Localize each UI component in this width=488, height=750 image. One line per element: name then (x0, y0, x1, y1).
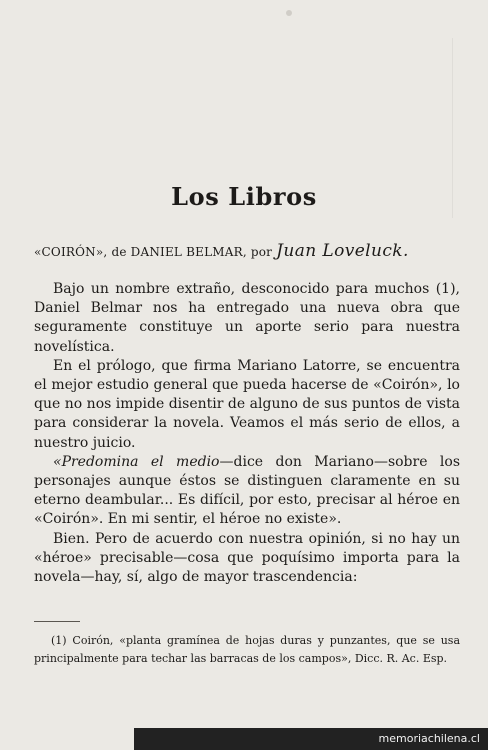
paragraph-1: Bajo un nombre extraño, desconocido para muchos (1), Daniel Belmar nos ha entregado una nueva obra que seguramente constituye un aporte serio para nuestra novelística. (34, 281, 460, 355)
byline (34, 241, 464, 261)
quote-text: «Predomina el medio (53, 453, 220, 470)
bleed-through-dot (286, 10, 292, 16)
page-title: Los Libros (171, 182, 317, 211)
byline-prefix: «COIRÓN», de DANIEL BELMAR, por (34, 245, 277, 259)
paragraph-2: En el prólogo, que firma Mariano Latorre, se encuentra el mejor estudio general que pueda hacerse de «Coirón», lo que no nos impide disentir de alguno de sus puntos de vista para considerar la novela. Veamos el más serio de ellos, a nuestro juicio. (34, 357, 460, 451)
article-body (34, 280, 460, 587)
footnote (34, 632, 460, 668)
paragraph-4: Bien. Pero de acuerdo con nuestra opinión, si no hay un «héroe» precisable—cosa que poquísimo importa para la novela—hay, sí, algo de mayor trascendencia: (34, 530, 460, 586)
paragraph-3 (34, 453, 460, 530)
footnote-rule (34, 621, 80, 622)
footnote-text: (1) Coirón, «planta gramínea de hojas duras y punzantes, que se usa principalmente para techar las barracas de los campos», Dicc. R. Ac. Esp. (34, 634, 460, 665)
watermark: memoriachilena.cl (134, 728, 488, 750)
quote-continuation: —dice don Mariano—sobre los personajes aunque éstos se distinguen claramente en su eterno deambular... Es difícil, por esto, precisar al héroe en «Coirón». En mi sentir, el héroe no existe». (34, 453, 460, 528)
byline-author: Juan Loveluck. (276, 241, 409, 261)
